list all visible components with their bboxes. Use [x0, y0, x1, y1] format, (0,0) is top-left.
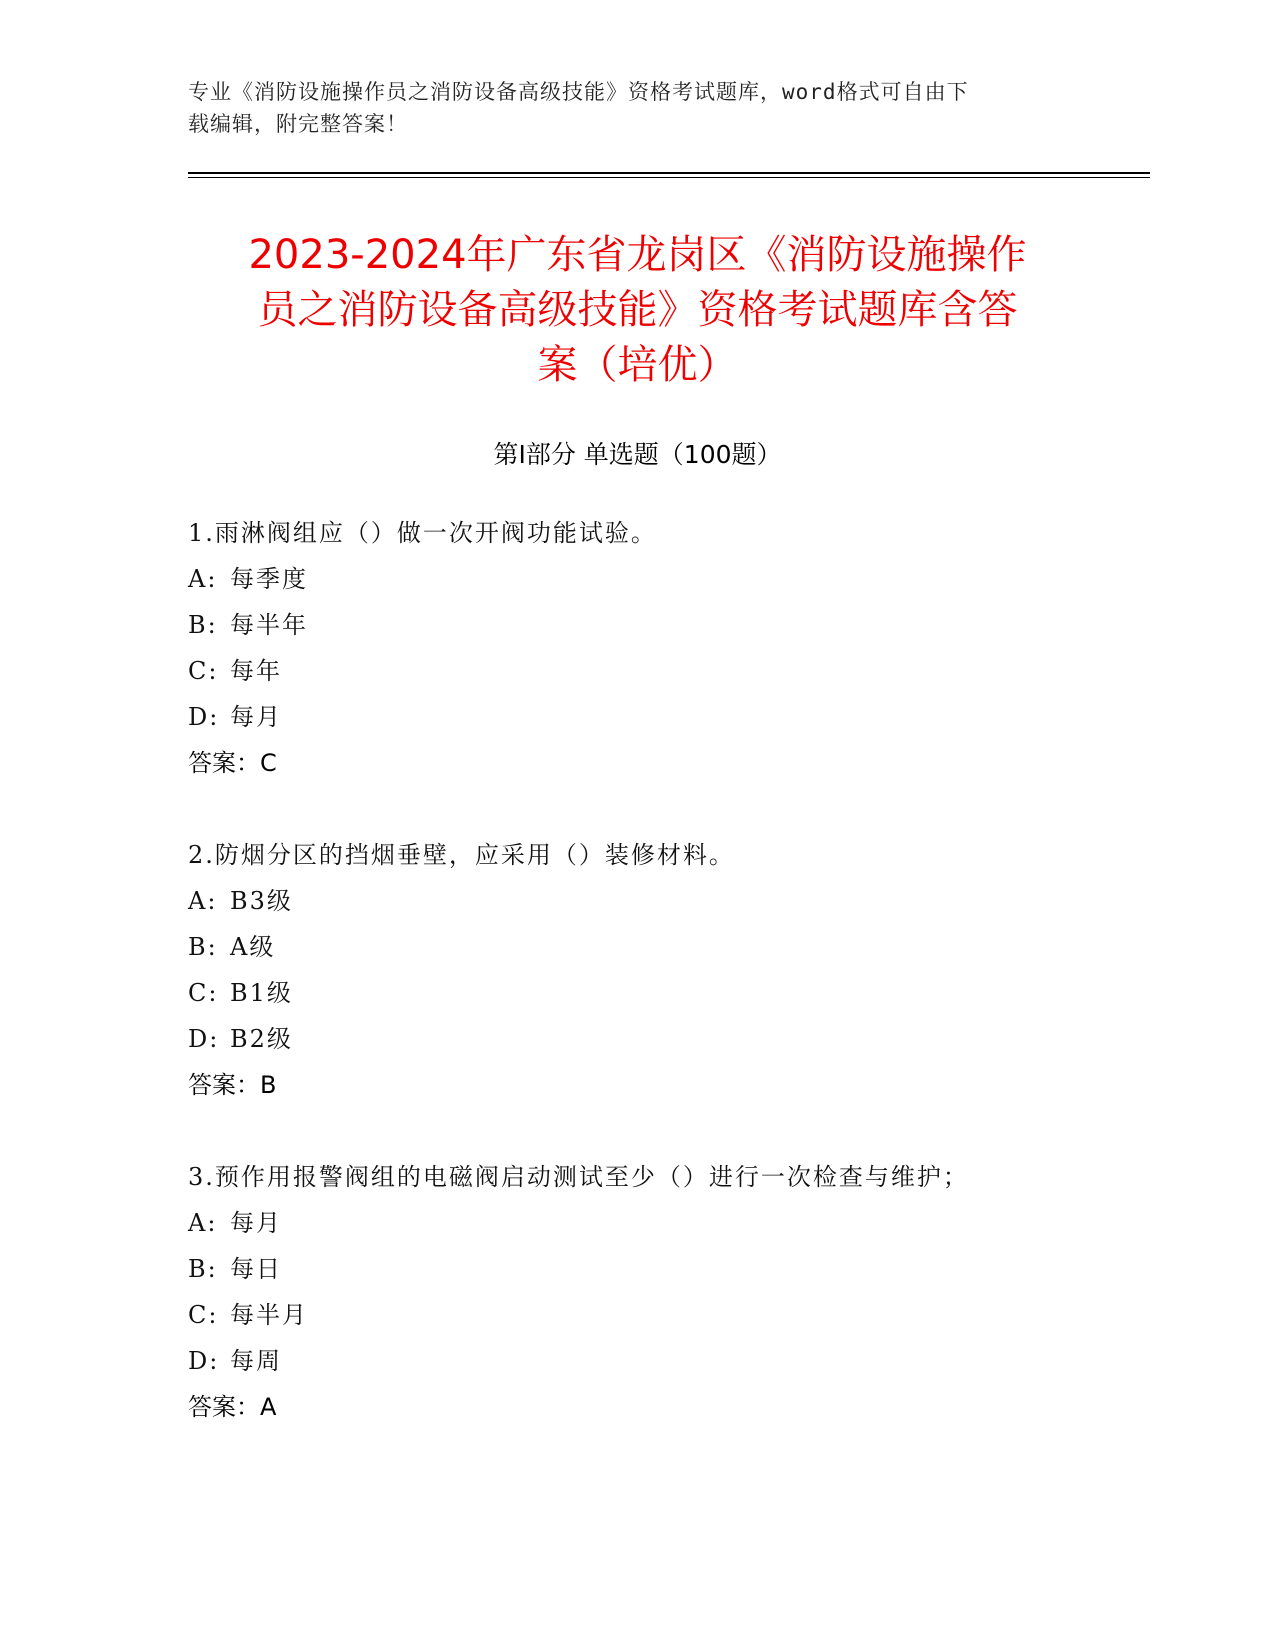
question-stem: 1.雨淋阀组应（）做一次开阀功能试验。 — [188, 519, 657, 547]
option-b — [188, 1246, 1088, 1292]
header-note — [188, 76, 1088, 140]
option-letter: B: — [188, 933, 218, 961]
option-letter: C: — [188, 657, 219, 685]
header-note-line-1: 专业《消防设施操作员之消防设备高级技能》资格考试题库，word格式可自由下 — [188, 80, 969, 104]
option-letter: B: — [188, 1255, 218, 1283]
option-letter: A: — [188, 565, 218, 593]
question-stem: 2.防烟分区的挡烟垂壁，应采用（）装修材料。 — [188, 841, 735, 869]
option-text: B3级 — [230, 887, 293, 915]
option-a — [188, 878, 1088, 924]
option-a — [188, 556, 1088, 602]
section-heading: 第Ⅰ部分 单选题（100题） — [493, 440, 782, 469]
option-text: B2级 — [230, 1025, 293, 1053]
option-d — [188, 1016, 1088, 1062]
option-letter: C: — [188, 1301, 219, 1329]
question-2 — [188, 832, 1088, 1108]
option-letter: A: — [188, 887, 218, 915]
answer-line: 答案：A — [188, 1393, 277, 1421]
question-3 — [188, 1154, 1088, 1430]
option-letter: C: — [188, 979, 219, 1007]
option-a — [188, 1200, 1088, 1246]
document-title-line-3: 案（培优） — [537, 342, 738, 388]
option-text: 每半月 — [230, 1301, 308, 1329]
option-d — [188, 1338, 1088, 1384]
option-c — [188, 970, 1088, 1016]
option-text: 每月 — [230, 703, 282, 731]
option-letter: D: — [188, 703, 220, 731]
option-text: 每季度 — [230, 565, 308, 593]
option-text: 每月 — [230, 1209, 282, 1237]
header-divider-thick — [188, 172, 1150, 174]
option-b — [188, 602, 1088, 648]
option-c — [188, 648, 1088, 694]
option-text: B1级 — [230, 979, 293, 1007]
question-1 — [188, 510, 1088, 786]
option-c — [188, 1292, 1088, 1338]
option-b — [188, 924, 1088, 970]
option-letter: D: — [188, 1347, 220, 1375]
option-letter: B: — [188, 611, 218, 639]
option-text: 每半年 — [230, 611, 308, 639]
option-text: A级 — [230, 933, 276, 961]
document-title-line-1: 2023-2024年广东省龙岗区《消防设施操作 — [248, 232, 1027, 278]
document-title — [160, 228, 1115, 393]
document-title-line-2: 员之消防设备高级技能》资格考试题库含答 — [257, 287, 1018, 333]
option-letter: A: — [188, 1209, 218, 1237]
question-stem: 3.预作用报警阀组的电磁阀启动测试至少（）进行一次检查与维护； — [188, 1163, 969, 1191]
answer-line: 答案：B — [188, 1071, 277, 1099]
option-text: 每日 — [230, 1255, 282, 1283]
header-divider-thin — [188, 177, 1150, 178]
option-d — [188, 694, 1088, 740]
header-note-line-2: 载编辑，附完整答案！ — [188, 112, 408, 136]
option-text: 每年 — [230, 657, 282, 685]
option-text: 每周 — [230, 1347, 282, 1375]
answer-line: 答案：C — [188, 749, 277, 777]
option-letter: D: — [188, 1025, 220, 1053]
